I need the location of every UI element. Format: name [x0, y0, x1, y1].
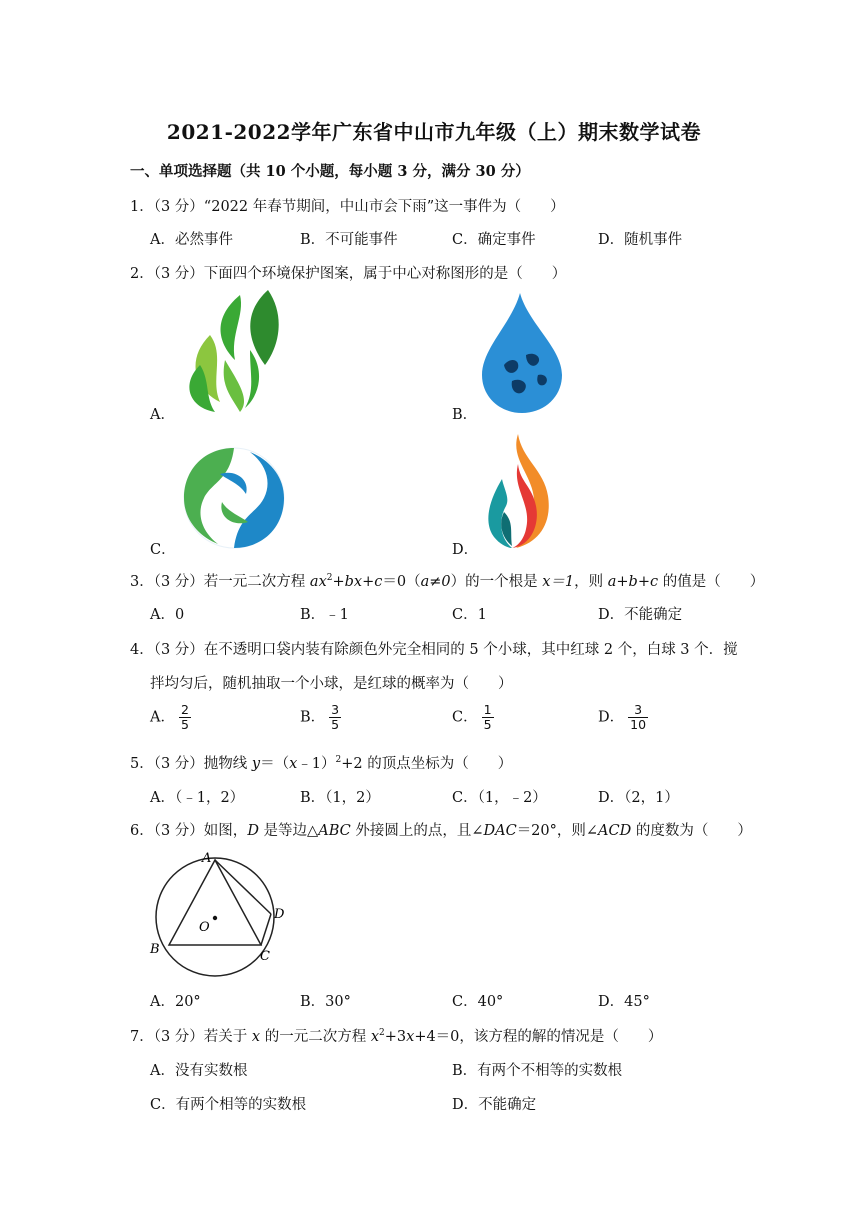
page-title: 2021-2022学年广东省中山市九年级（上）期末数学试卷: [166, 120, 702, 144]
leaves-logo-icon[interactable]: [180, 290, 290, 415]
label-c: C: [260, 949, 270, 964]
fraction: $\frac{2}{5}$: [180, 702, 189, 732]
fraction: $\frac{1}{5}$: [483, 702, 492, 732]
question-6-stem: 6．（3 分）如图，D 是等边△ABC 外接圆上的点，且∠DAC＝20°，则∠ACD 的度数为（ ）: [130, 823, 752, 839]
question-5-stem: 5．（3 分）抛物线 y＝（x﹣1）$^2$+2 的顶点坐标为（ ）: [130, 755, 513, 772]
option-d[interactable]: D．: [452, 542, 479, 558]
option-b[interactable]: B． $\frac{3}{5}$: [300, 702, 340, 732]
option-c[interactable]: C．确定事件: [452, 232, 536, 248]
circle-figure: [145, 845, 295, 970]
option-d[interactable]: D．不能确定: [598, 607, 683, 623]
question-7-stem: 7．（3 分）若关于 x 的一元二次方程 $x^2+3x+4=0$，该方程的解的情况是（ ）: [130, 1028, 663, 1045]
question-5-options: [150, 786, 770, 808]
option-a[interactable]: A．: [150, 407, 175, 423]
question-7-options-row2: [150, 1093, 770, 1115]
option-a[interactable]: A．（﹣1，2）: [150, 790, 245, 806]
question-2-stem: 2．（3 分）下面四个环境保护图案，属于中心对称图形的是（ ）: [130, 266, 567, 282]
option-a[interactable]: A．20°: [150, 994, 201, 1010]
option-b[interactable]: B．不可能事件: [300, 232, 398, 248]
question-6-options: [150, 990, 770, 1012]
label-d: D: [274, 907, 285, 922]
label-o: O: [199, 920, 210, 935]
option-c[interactable]: C．（1，﹣2）: [452, 790, 547, 806]
segment-ad: [215, 860, 271, 914]
section-heading: 一、单项选择题（共 10 个小题，每小题 3 分，满分 30 分）: [130, 163, 530, 180]
label-b: B: [150, 942, 160, 957]
option-b[interactable]: B．（1，2）: [300, 790, 380, 806]
question-1-stem: 1．（3 分）“2022 年春节期间，中山市会下雨”这一事件为（ ）: [130, 199, 565, 215]
option-d[interactable]: D．45°: [598, 994, 650, 1010]
question-7-options-row1: [150, 1059, 770, 1081]
option-c[interactable]: C．有两个相等的实数根: [150, 1097, 307, 1113]
question-4-stem-line2: 拌均匀后，随机抽取一个小球，是红球的概率为（ ）: [150, 676, 513, 692]
question-3-stem: 3．（3 分）若一元二次方程 $ax^2+bx+c=0(a\ne 0)$的一个根是 x＝1，则 a+b+c 的值是（ ）: [130, 573, 765, 590]
option-b[interactable]: B．有两个不相等的实数根: [452, 1063, 623, 1079]
question-3-options: [150, 603, 770, 625]
option-a[interactable]: A．必然事件: [150, 232, 233, 248]
option-c[interactable]: C．: [150, 542, 176, 558]
fraction: $\frac{3}{5}$: [331, 702, 340, 732]
option-c[interactable]: C．1: [452, 607, 487, 623]
question-4-options: [150, 703, 770, 739]
option-c[interactable]: C．40°: [452, 994, 504, 1010]
label-a: A: [202, 851, 212, 866]
option-b[interactable]: B．: [452, 407, 478, 423]
option-d[interactable]: D．不能确定: [452, 1097, 537, 1113]
option-b[interactable]: B．30°: [300, 994, 351, 1010]
option-a[interactable]: A．没有实数根: [150, 1063, 248, 1079]
center-point: [213, 916, 217, 920]
flame-logo-icon[interactable]: [482, 434, 552, 550]
triangle-abc: [169, 860, 261, 945]
option-a[interactable]: A． $\frac{2}{5}$: [150, 702, 189, 732]
question-4-stem-line1: 4．（3 分）在不透明口袋内装有除颜色外完全相同的 5 个小球，其中红球 2 个，白球 3 个．搅: [130, 642, 738, 658]
option-a[interactable]: A．0: [150, 607, 185, 623]
water-drop-logo-icon[interactable]: [482, 293, 562, 415]
option-d[interactable]: D．（2，1）: [598, 790, 679, 806]
option-d[interactable]: D． $\frac{3}{10}$: [598, 702, 647, 732]
option-d[interactable]: D．随机事件: [598, 232, 683, 248]
fraction: $\frac{3}{10}$: [630, 702, 647, 732]
question-1-options: [150, 228, 770, 250]
option-c[interactable]: C． $\frac{1}{5}$: [452, 702, 492, 732]
swirl-logo-icon[interactable]: [180, 444, 288, 552]
option-b[interactable]: B．﹣1: [300, 607, 349, 623]
